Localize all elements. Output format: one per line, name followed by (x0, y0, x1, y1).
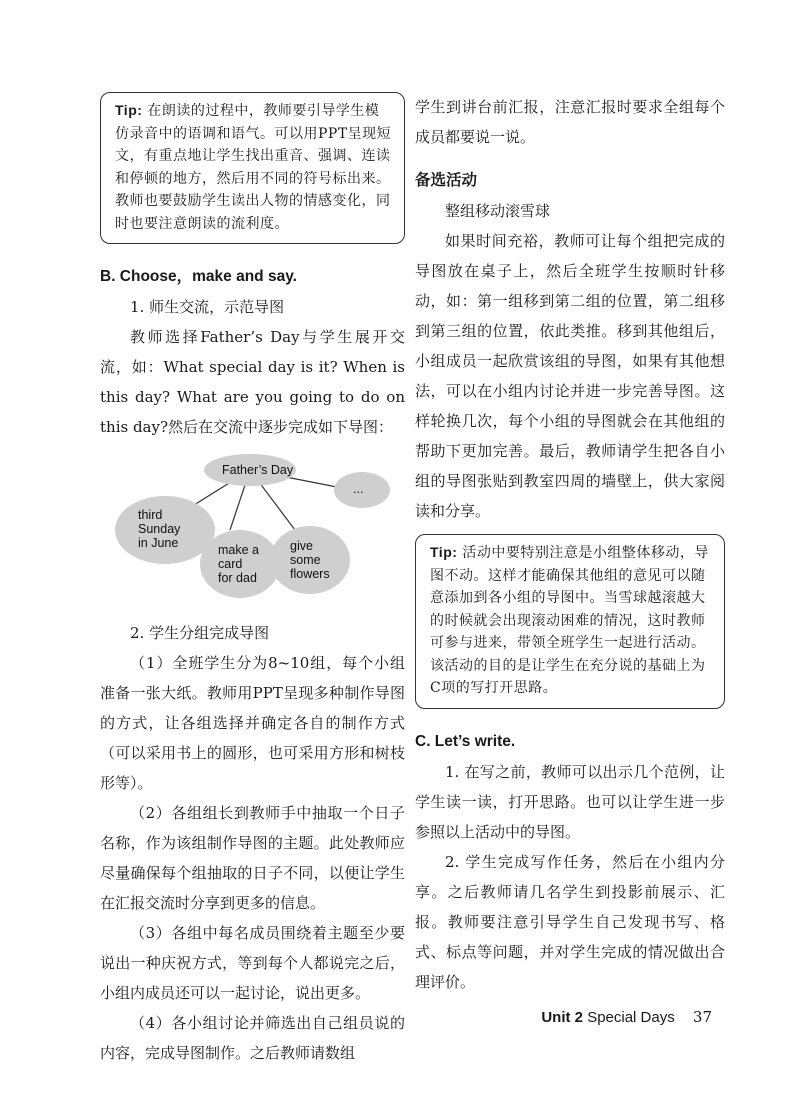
paragraph: 学生到讲台前汇报，注意汇报时要求全组每个成员都要说一说。 (415, 98, 725, 146)
left-column (100, 92, 405, 1068)
section-heading: 备选活动 (415, 172, 478, 189)
step-title: 1. 师生交流，示范导图 (130, 298, 285, 316)
map-center-label: Father’s Day (222, 463, 294, 477)
tip-box (415, 534, 725, 709)
step-title: 2. 学生分组完成导图 (130, 624, 270, 642)
map-text: give (290, 539, 313, 553)
paragraph: 教师选择Father’s Day与学生展开交流，如：What special day is it? When is this day? What are you going to do on this day?然后在交流中逐步完成如下导图： (100, 328, 405, 436)
footer-title: Special Days (587, 1009, 675, 1026)
tip-text: 活动中要特别注意是小组整体移动，导图不动。这样才能确保其他组的意见可以随意添加到各小组的导图中。当雪球越滚越大的时候就会出现滚动困难的情况，这时教师可参与进来，带领全班学生一起进行活动。该活动的目的是让学生在充分说的基础上为C项的写打开思路。 (430, 545, 709, 696)
map-text: card (218, 557, 243, 571)
mind-map (100, 448, 400, 608)
section-heading: B. Choose，make and say. (100, 268, 297, 285)
map-text: flowers (290, 567, 330, 581)
tip-text: 在朗读的过程中，教师要引导学生模仿录音中的语调和语气。可以用PPT呈现短文，有重点地让学生找出重音、强调、连读和停顿的地方，然后用不同的符号标出来。教师也要鼓励学生读出人物的情感变化，同时也要注意朗读的流利度。 (115, 103, 392, 232)
paragraph: （4）各小组讨论并筛选出自己组员说的内容，完成导图制作。之后教师请数组 (100, 1014, 405, 1062)
map-text: Sunday (138, 522, 181, 536)
map-text: for dad (218, 571, 257, 585)
tip-box (100, 92, 405, 244)
section-heading: C. Let’s write. (415, 732, 516, 750)
page-number: 37 (692, 1008, 712, 1026)
activity-title: 整组移动滚雪球 (445, 202, 551, 220)
right-column (415, 92, 725, 997)
paragraph: 1. 在写之前，教师可以出示几个范例，让学生读一读，打开思路。也可以让学生进一步参照以上活动中的导图。 (415, 762, 725, 841)
paragraph: （1）全班学生分为8~10组，每个小组准备一张大纸。教师用PPT呈现多种制作导图的方式，让各组选择并确定各自的制作方式（可以采用书上的圆形，也可采用方形和树枝形等）。 (100, 654, 405, 792)
map-node-label (290, 539, 330, 581)
page-footer (541, 1008, 712, 1026)
paragraph: （2）各组组长到教师手中抽取一个日子名称，作为该组制作导图的主题。此处教师应尽量确保每个组抽取的日子不同，以便让学生在汇报交流时分享到更多的信息。 (100, 804, 405, 912)
paragraph: （3）各组中每名成员围绕着主题至少要说出一种庆祝方式，等到每个人都说完之后，小组内成员还可以一起讨论，说出更多。 (100, 924, 405, 1002)
map-text: some (290, 553, 321, 567)
paragraph: 如果时间充裕，教师可让每个组把完成的导图放在桌子上，然后全班学生按顺时针移动，如：第一组移到第二组的位置，第二组移到第三组的位置，依此类推。移到其他组后，小组成员一起欣赏该组的导图，如果有其他想法，可以在小组内讨论并进一步完善导图。这样轮换几次，每个小组的导图就会在其他组的帮助下更加完善。最后，教师请学生把各自小组的导图张贴到教室四周的墙壁上，供大家阅读和分享。 (415, 232, 725, 520)
tip-label: Tip: (430, 544, 458, 560)
map-ellipsis: ... (353, 482, 364, 496)
map-text: third (138, 508, 163, 522)
paragraph: 2. 学生完成写作任务，然后在小组内分享。之后教师请几名学生到投影前展示、汇报。教师要注意引导学生自己发现书写、格式、标点等问题，并对学生完成的情况做出合理评价。 (415, 852, 725, 991)
map-text: in June (138, 536, 179, 550)
footer-unit: Unit 2 (541, 1009, 584, 1026)
map-node-label (138, 508, 180, 550)
map-text: make a (218, 543, 259, 557)
map-node-label (218, 543, 259, 585)
tip-label: Tip: (115, 102, 143, 118)
